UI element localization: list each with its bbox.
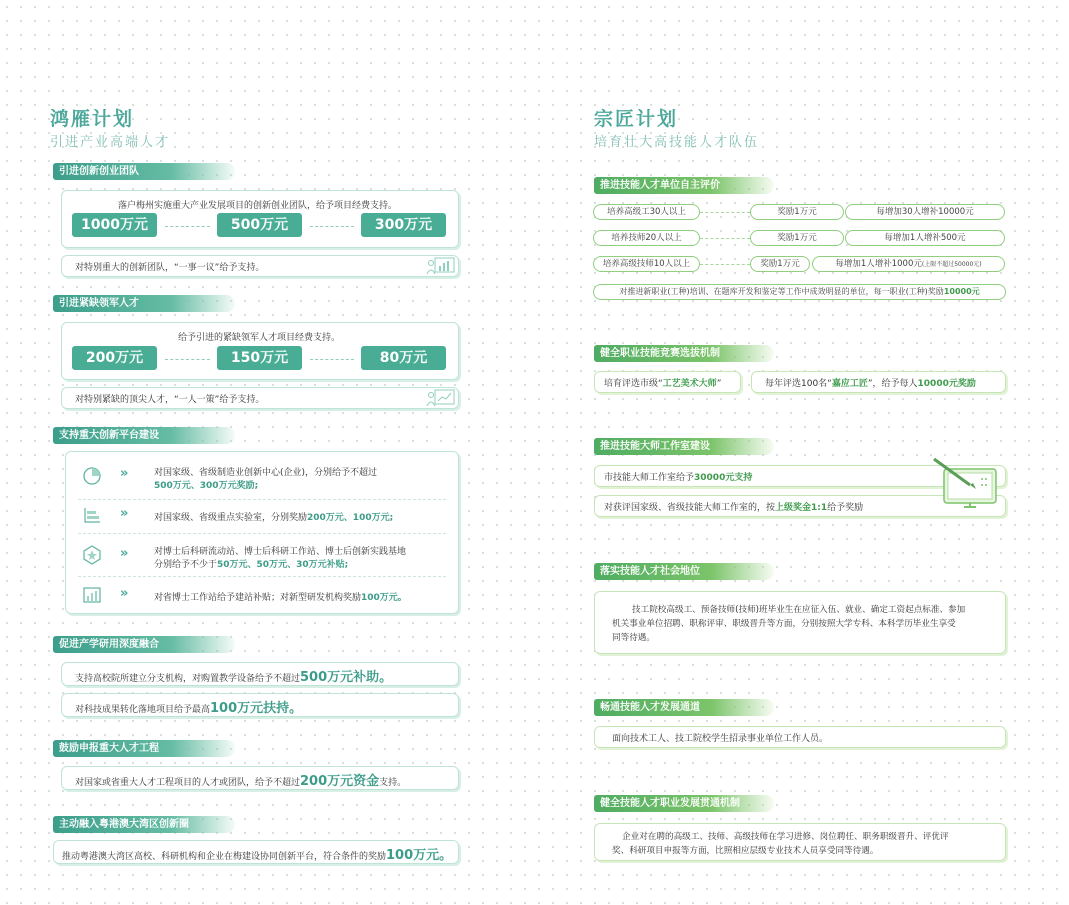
eval-row-2-extra: 每增加1人增补500元 [845,230,1005,246]
platform-item-2: 对国家级、省级重点实验室，分别奖励200万元、100万元; [154,513,394,523]
eval-row-3-extra: 每增加1人增补1000元(上限不超过50000元) [812,256,1005,272]
leading-talent-intro: 给予引进的紧缺领军人才项目经费支持。 [178,333,341,343]
talent-project-text: 对国家或省重大人才工程项目的人才或团队，给予不超过200万元资金支持。 [75,774,407,789]
social-status-line-2: 机关事业单位招聘、职称评审、职级晋升等方面，分别按照大学专科、本科学历毕业生享受 [612,619,956,629]
innovation-team-intro: 落户梅州实施重大产业发展项目的创新创业团队，给予项目经费支持。 [118,201,398,211]
section-label-greater-bay-area: 主动融入粤港澳大湾区创新圈 [53,816,235,833]
platform-separator [78,499,446,500]
eval-row-2-reward: 奖励1万元 [750,230,844,246]
amount-badge: 150万元 [217,346,302,370]
right-column-title: 宗匠计划 [594,108,679,130]
double-arrow-icon: » [120,466,129,481]
eval-row-1-condition: 培养高级工30人以上 [593,204,700,220]
platform-separator [78,533,446,534]
amount-badge: 1000万元 [72,213,157,237]
section-label-development-channel: 畅通技能人才发展通道 [594,699,774,716]
eval-row-1-extra: 每增加30人增补10000元 [845,204,1005,220]
eval-bottom-note: 对推进新职业(工种)培训、在题库开发和鉴定等工作中成效明显的单位，每一职业(工种)奖励10000元 [593,284,1006,300]
talent-chart-icon [426,388,456,408]
master-studio-line-2: 对获评国家级、省级技能大师工作室的，按上级奖金1:1给予奖励 [604,503,864,513]
section-label-self-evaluation: 推进技能人才单位自主评价 [594,177,774,194]
competition-right-text: 每年评选100名“嘉应工匠”，给予每人10000元奖励 [765,379,976,389]
dashed-connector [700,238,750,239]
industry-research-line-2: 对科技成果转化落地项目给予最高100万元扶持。 [75,701,303,716]
section-label-innovation-team: 引进创新创业团队 [53,163,235,180]
development-channel-text: 面向技术工人、技工院校学生招录事业单位工作人员。 [612,734,829,744]
double-arrow-icon: » [120,546,129,561]
section-label-social-status: 落实技能人才社会地位 [594,563,774,580]
platform-item-3-line1: 对博士后科研流动站、博士后科研工作站、博士后创新实践基地 [154,547,407,557]
platform-item-1-highlight: 500万元、300万元奖励; [154,481,259,491]
dashed-connector [310,359,354,360]
amount-badge: 80万元 [361,346,446,370]
section-label-career-mechanism: 健全技能人才职业发展贯通机制 [594,795,774,812]
competition-left-text: 培育评选市级“工艺美术大师” [604,379,722,389]
master-studio-line-1: 市技能大师工作室给予30000元支持 [604,473,753,483]
left-column-title: 鸿雁计划 [50,108,135,130]
computer-pen-icon [930,455,1002,513]
dashed-connector [700,264,750,265]
eval-row-2-condition: 培养技师20人以上 [593,230,700,246]
section-label-innovation-platform: 支持重大创新平台建设 [53,427,235,444]
left-column-subtitle: 引进产业高端人才 [50,135,171,150]
pie-chart-icon [82,466,102,486]
section-label-industry-research: 促进产学研用深度融合 [53,636,235,653]
section-label-skills-competition: 健全职业技能竞赛选拔机制 [594,345,774,362]
badge-star-icon [82,545,102,565]
amount-badge: 300万元 [361,213,446,237]
social-status-line-3: 同等待遇。 [612,633,655,643]
growth-chart-icon [82,585,102,605]
career-mechanism-line-1: 企业对在聘的高级工、技师、高级技师在学习进修、岗位聘任、职务职级晋升、评优评 [622,832,949,842]
dashed-connector [165,359,210,360]
innovation-team-note: 对特别重大的创新团队，“一事一议”给予支持。 [75,263,265,273]
dashed-connector [700,212,750,213]
greater-bay-area-text: 推动粤港澳大湾区高校、科研机构和企业在梅建设协同创新平台，符合条件的奖励100万元。 [62,848,453,863]
dashed-connector [310,226,354,227]
social-status-line-1: 技工院校高级工、预备技师(技师)班毕业生在应征入伍、就业、确定工资起点标准、参加 [632,605,966,615]
platform-separator [78,576,446,577]
section-label-talent-project: 鼓励申报重大人才工程 [53,740,235,757]
double-arrow-icon: » [120,506,129,521]
amount-badge: 200万元 [72,346,157,370]
eval-row-3-reward: 奖励1万元 [750,256,810,272]
section-label-leading-talent: 引进紧缺领军人才 [53,295,235,312]
career-mechanism-line-2: 奖、科研项目申报等方面，比照相应层级专业技术人员享受同等待遇。 [612,846,879,856]
platform-item-1-line1: 对国家级、省级制造业创新中心(企业)，分别给予不超过 [154,468,378,478]
amount-badge: 500万元 [217,213,302,237]
platform-item-3-line2: 分别给予不少于50万元、50万元、30万元补贴; [154,560,349,570]
leading-talent-note: 对特别紧缺的顶尖人才，“一人一策”给予支持。 [75,395,265,405]
section-label-master-studio: 推进技能大师工作室建设 [594,438,774,455]
dashed-connector [165,226,210,227]
eval-row-3-condition: 培养高级技师10人以上 [593,256,700,272]
eval-row-1-reward: 奖励1万元 [750,204,844,220]
right-column-subtitle: 培育壮大高技能人才队伍 [594,135,760,150]
platform-item-4: 对省博士工作站给予建站补贴；对新型研发机构奖励100万元。 [154,593,407,603]
team-chart-icon [426,256,456,276]
double-arrow-icon: » [120,586,129,601]
industry-research-line-1: 支持高校院所建立分支机构，对购置教学设备给予不超过500万元补助。 [75,670,393,685]
bar-chart-icon [82,505,102,525]
